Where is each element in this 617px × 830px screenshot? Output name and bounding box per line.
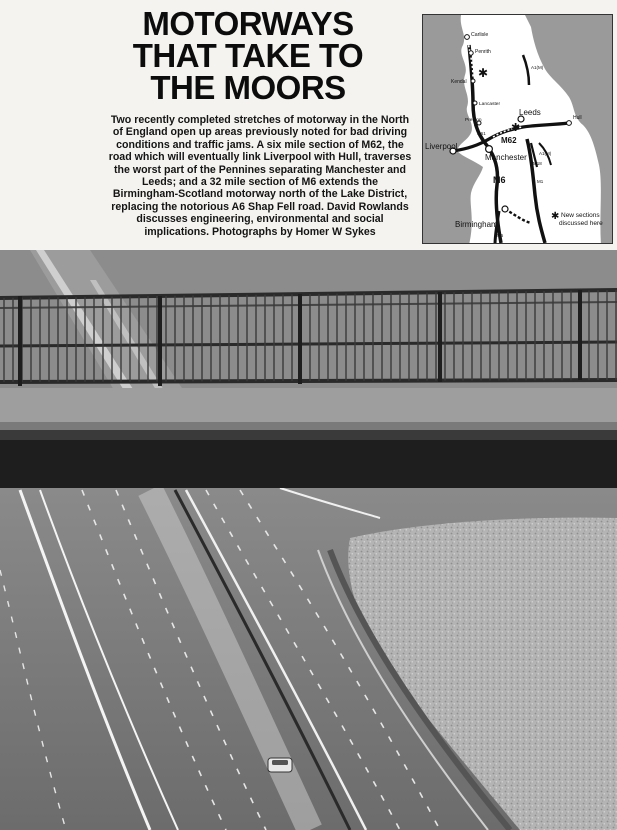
intro-paragraph: Two recently completed stretches of motorway in the North of England open up areas previously noted for bad driving conditions and traffic jams. A six mile section of M62, the road which will eventually link Liverpool with Hull, traverses the worst part of the Pennines separating Manchester and Leeds; and a 32 mile section of M6 extends the Birmingham-Scotland motorway north of the Lake District, replacing the notorious A6 Shap Fell road. David Rowlands discusses engineering, environmental and social implications. Photographs by Homer W Sykes <box>108 114 412 238</box>
new-section-star-icon: ✱ <box>478 66 489 80</box>
headline <box>98 5 398 106</box>
map-label-penrith: Penrith <box>475 49 491 55</box>
map-label-a1m-south: A1(M) <box>539 151 552 156</box>
map-label-a1m-north: A1(M) <box>531 65 544 70</box>
map-label-m1: M1 <box>537 179 544 184</box>
map-label-carlisle: Carlisle <box>471 32 489 38</box>
headline-line-2: THAT TAKE TO <box>132 37 364 74</box>
map-label-lancaster: Lancaster <box>479 102 501 107</box>
penrith-marker <box>469 51 473 55</box>
headline-line-1: MOTORWAYS <box>142 5 354 42</box>
manchester-marker <box>486 146 493 153</box>
carlisle-marker <box>465 35 470 40</box>
map-label-m5: M5 <box>497 233 504 238</box>
headline-line-3: THE MOORS <box>150 69 346 106</box>
photograph-image <box>0 250 617 830</box>
motorway-photograph <box>0 250 617 830</box>
map-label-m62: M62 <box>501 136 517 145</box>
hull-marker <box>567 121 572 126</box>
legend-line-2: discussed here <box>559 220 603 227</box>
map-label-hull: Hull <box>573 115 582 121</box>
map-label-liverpool: Liverpool <box>425 142 458 151</box>
kendal-marker <box>471 79 475 83</box>
legend-star-icon: ✱ <box>551 211 560 222</box>
map-label-m6: M6 <box>493 175 506 185</box>
motorway-map <box>422 14 613 244</box>
map-label-birmingham: Birmingham <box>455 220 498 229</box>
birmingham-marker <box>502 206 508 212</box>
map-label-preston: Preston <box>465 118 482 123</box>
map-label-m61: M61 <box>477 131 486 136</box>
west-sea <box>423 15 483 244</box>
map-label-leeds: Leeds <box>519 108 541 117</box>
new-section-star-icon: ✱ <box>511 122 521 134</box>
birmingham-link-road <box>505 209 531 223</box>
a1m-north-road <box>523 55 529 85</box>
map-label-manchester: Manchester <box>485 153 527 162</box>
map-graphic <box>423 15 613 244</box>
map-label-kendal: Kendal <box>451 79 467 85</box>
legend-line-1: New sections <box>561 212 600 219</box>
lancaster-marker <box>473 101 477 105</box>
map-label-m18: M18 <box>533 161 542 166</box>
